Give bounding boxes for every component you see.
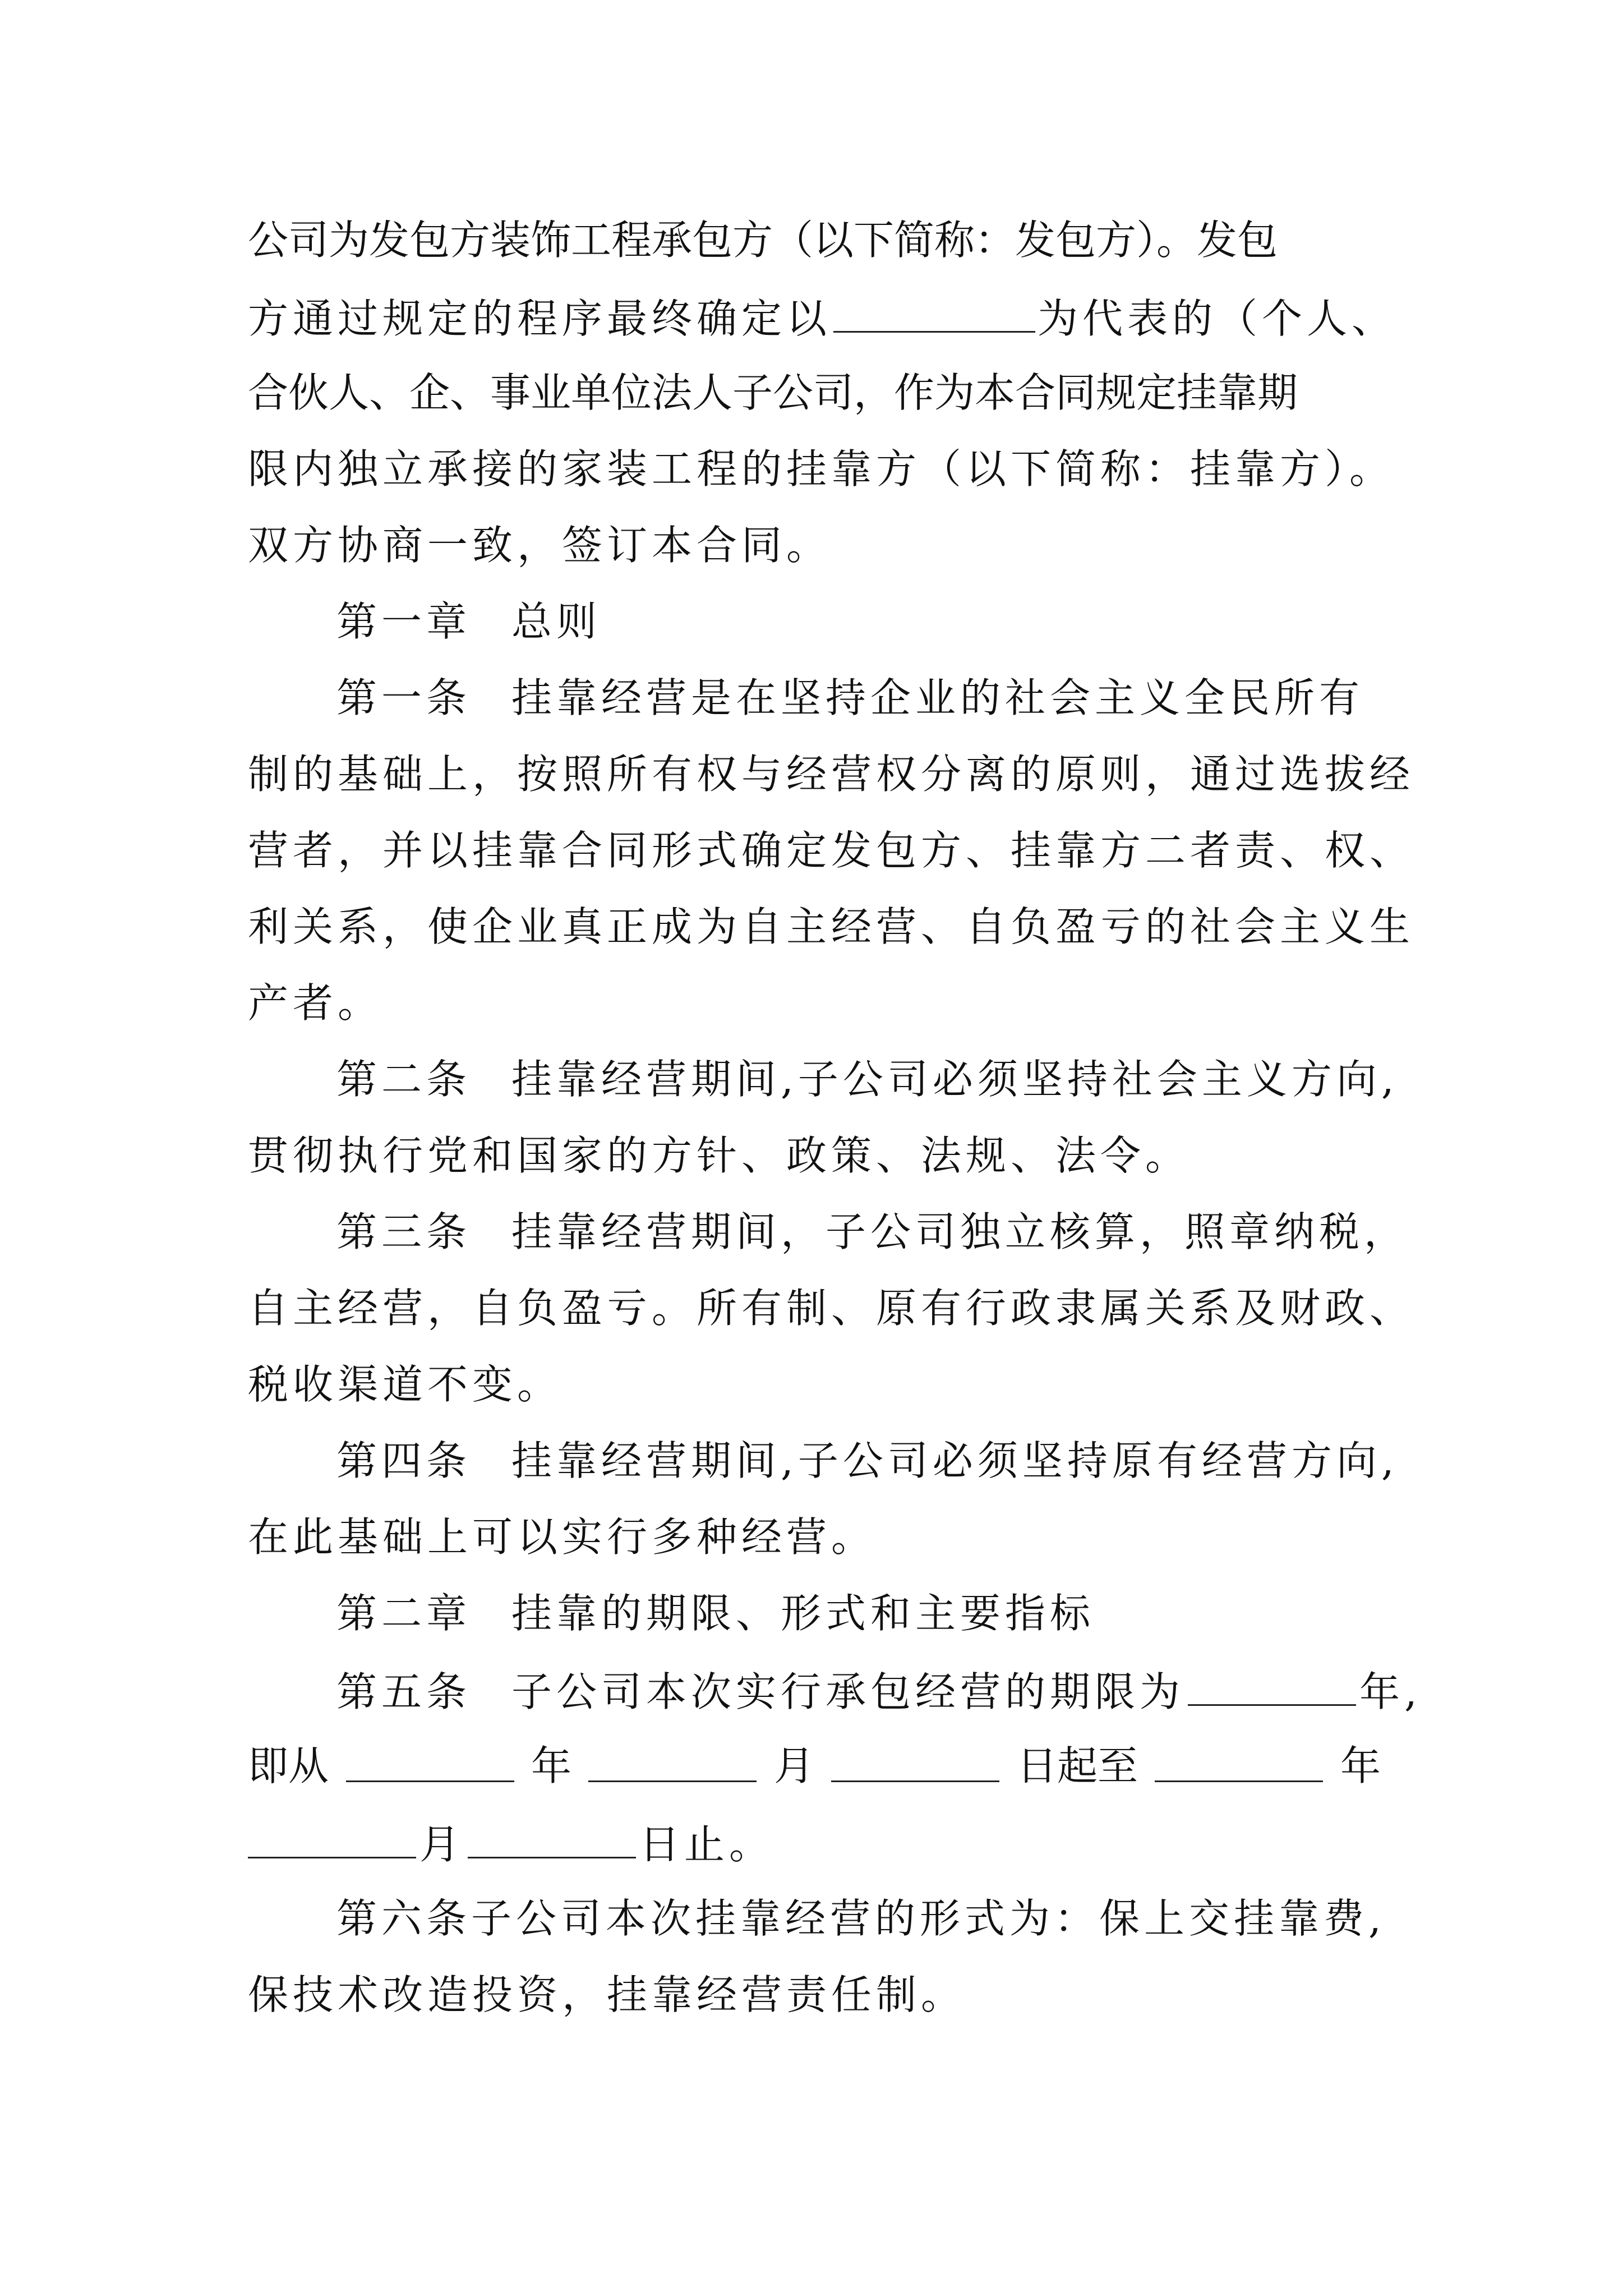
text-span: 日起至 (1016, 1742, 1138, 1789)
fill-blank-end-month[interactable] (248, 1822, 416, 1858)
article-line (336, 1437, 1399, 1484)
text-span: 利关系，使企业真正成为自主经营、自负盈亏的社会主义生 (248, 903, 1415, 950)
fill-blank-term-years[interactable] (1188, 1669, 1356, 1706)
paragraph-line (248, 522, 1381, 569)
paragraph-line (248, 827, 1415, 874)
article-number: 第四条 (336, 1437, 472, 1484)
paragraph-line (248, 1513, 1381, 1561)
chapter-number: 第二章 (336, 1590, 472, 1637)
text-span: 在此基础上可以实行多种经营。 (248, 1513, 877, 1561)
text-span: 月 (773, 1742, 814, 1789)
paragraph-line (248, 295, 1397, 342)
text-span: 年 (1340, 1742, 1381, 1789)
paragraph-line (248, 1361, 1381, 1408)
text-span: 双方协商一致，签订本合同。 (248, 522, 832, 569)
paragraph-line (248, 751, 1415, 798)
paragraph-line (248, 217, 1381, 264)
text-span: 营者，并以挂靠合同形式确定发包方、挂靠方二者责、权、 (248, 827, 1415, 874)
article-line (336, 674, 1381, 721)
chapter-number: 第一章 (336, 598, 472, 645)
fill-blank-start-day[interactable] (831, 1746, 999, 1782)
text-span: 方通过规定的程序最终确定以 (248, 295, 832, 342)
fill-blank-end-day[interactable] (468, 1822, 636, 1858)
text-span: 贯彻执行党和国家的方针、政策、法规、法令。 (248, 1132, 1191, 1179)
fill-blank-start-year[interactable] (346, 1746, 514, 1782)
chapter-title: 挂靠的期限、形式和主要指标 (511, 1590, 1095, 1637)
paragraph-line (248, 1285, 1415, 1332)
text-span: 产者。 (248, 979, 383, 1027)
text-span: 月 (419, 1821, 465, 1868)
text-span: 税收渠道不变。 (248, 1361, 562, 1408)
article-line (336, 1056, 1399, 1103)
article-line (336, 1895, 1386, 1942)
article-number: 第五条 (336, 1668, 472, 1715)
text-span: 合伙人、企、事业单位法人子公司，作为本合同规定挂靠期 (248, 369, 1298, 416)
article-number: 第三条 (336, 1208, 472, 1255)
chapter-title: 总则 (511, 598, 602, 645)
paragraph-line (248, 1971, 1381, 2018)
article-number: 第一条 (336, 674, 472, 721)
text-span: 限内独立承接的家装工程的挂靠方（以下简称：挂靠方）。 (248, 445, 1395, 493)
text-span: 制的基础上，按照所有权与经营权分离的原则，通过选拔经 (248, 751, 1415, 798)
fill-blank-end-year[interactable] (1155, 1746, 1323, 1782)
text-span: 公司为发包方装饰工程承包方（以下简称：发包方）。发包 (248, 217, 1278, 264)
text-span: 年, (1359, 1668, 1422, 1715)
text-span: 年 (531, 1742, 571, 1789)
article-line (336, 1668, 1422, 1715)
paragraph-line (248, 445, 1395, 493)
chapter-heading (336, 1590, 1381, 1637)
paragraph-line (248, 1742, 1381, 1789)
text-span: 第六条子公司本次挂靠经营的形式为：保上交挂靠费, (336, 1895, 1386, 1942)
chapter-heading (336, 598, 1381, 645)
paragraph-line (248, 903, 1415, 950)
paragraph-line (248, 1821, 1381, 1868)
text-span: 挂靠经营期间,子公司必须坚持社会主义方向, (511, 1056, 1399, 1103)
text-span: 保技术改造投资，挂靠经营责任制。 (248, 1971, 966, 2018)
article-number: 第二条 (336, 1056, 472, 1103)
fill-blank-start-month[interactable] (588, 1746, 757, 1782)
text-span: 即从 (248, 1742, 329, 1789)
paragraph-line (248, 979, 1381, 1027)
text-span: 日止。 (639, 1821, 774, 1868)
text-span: 为代表的（个人、 (1038, 295, 1397, 342)
text-span: 挂靠经营期间，子公司独立核算，照章纳税， (511, 1208, 1409, 1255)
text-span: 挂靠经营期间,子公司必须坚持原有经营方向, (511, 1437, 1399, 1484)
paragraph-line (248, 369, 1381, 416)
paragraph-line (248, 1132, 1381, 1179)
text-span: 子公司本次实行承包经营的期限为 (511, 1668, 1185, 1715)
fill-blank-representative[interactable] (833, 296, 1035, 333)
article-line (336, 1208, 1409, 1255)
text-span: 挂靠经营是在坚持企业的社会主义全民所有 (511, 674, 1364, 721)
text-span: 自主经营，自负盈亏。所有制、原有行政隶属关系及财政、 (248, 1285, 1415, 1332)
